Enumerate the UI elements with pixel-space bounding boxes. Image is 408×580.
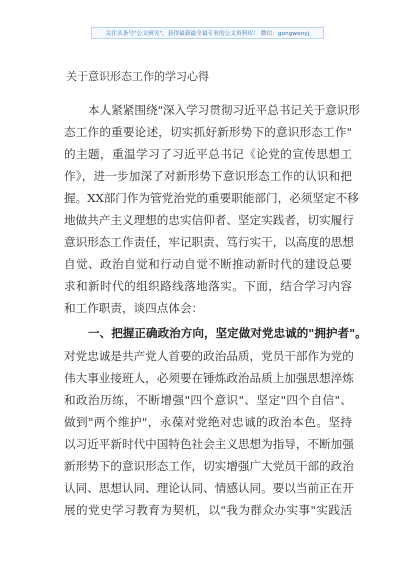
paragraph-line: 意识形态工作责任，牢记职责、笃行实干，以高度的思想 [64,235,354,249]
paragraph-line: 认同、思想认同、理论认同、情感认同。要以当前正在开 [64,481,354,495]
paragraph-line: 作》，进一步加深了对新形势下意识形态工作的认识和把 [64,169,352,183]
paragraph-line: 地做共产主义理想的忠实信仰者、坚定实践者，切实履行 [64,213,354,227]
paragraph-line: 握。XX部门作为管党治党的重要职能部门，必须坚定不移 [64,191,359,205]
paragraph-line: 的主题，重温学习了习近平总书记《论党的宣传思想工 [64,147,352,161]
section-heading: 一、把握正确政治方向，坚定做对党忠诚的"拥护者"。 [88,326,367,340]
paragraph-line: 做到"两个维护"，永葆对党绝对忠诚的政治本色。坚持 [64,415,352,429]
paragraph-line: 以习近平新时代中国特色社会主义思想为指导，不断加强 [64,437,354,451]
paragraph-line: 对党忠诚是共产党人首要的政治品质，党员干部作为党的 [64,349,354,363]
document-title: 关于意识形态工作的学习心得 [66,70,209,83]
paragraph-line: 求和新时代的组织路线落地落实。下面，结合学习内容 [64,279,352,293]
paragraph-line: 自觉、政治自觉和行动自觉不断推动新时代的建设总要 [64,257,352,271]
promo-banner-text: 关注头条号"公文研究"，获得最新最全最专业的公文资料库！ 微信：gongwenyj [105,31,310,37]
paragraph-line: 态工作的重要论述，切实抓好新形势下的意识形态工作" [64,125,352,139]
paragraph-line: 展的党史学习教育为契机，以"我为群众办实事"实践活 [64,503,352,517]
paragraph-line: 本人紧紧围绕"深入学习贯彻习近平总书记关于意识形 [88,103,360,117]
promo-banner [91,27,324,39]
paragraph-line: 伟大事业接班人，必须要在锤炼政治品质上加强思想淬炼 [64,371,354,385]
paragraph-line: 新形势下的意识形态工作，切实增强广大党员干部的政治 [64,459,354,473]
paragraph-line: 和工作职责，谈四点体会： [64,301,204,315]
paragraph-line: 和政治历练，不断增强"四个意识"、坚定"四个自信"、 [64,393,352,407]
